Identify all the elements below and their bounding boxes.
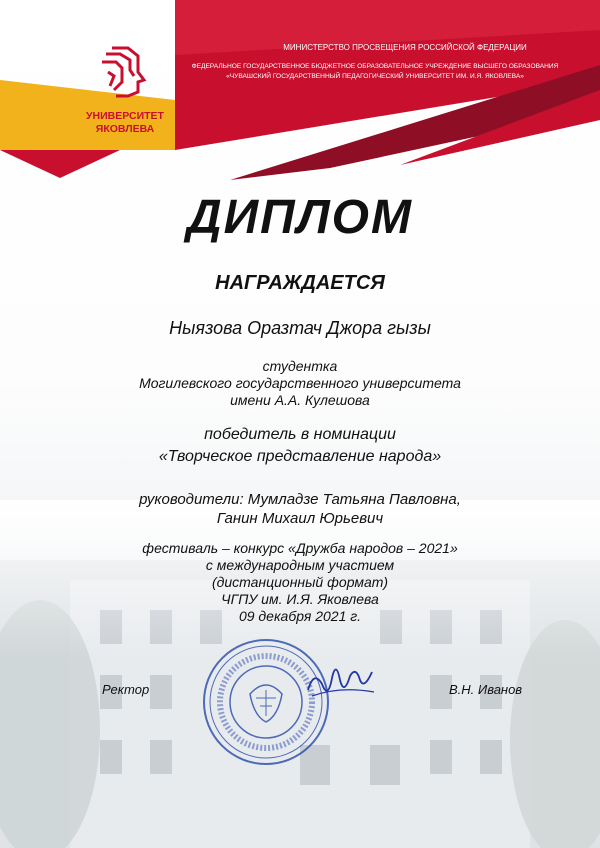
- header-band: [0, 0, 600, 180]
- institution-name: [170, 62, 580, 82]
- event-line: 09 декабря 2021 г.: [238, 608, 362, 624]
- event-line: ЧГПУ им. И.Я. Яковлева: [221, 591, 379, 607]
- event-line: с международным участием: [205, 557, 395, 573]
- affiliation-line: Могилевского государственного университета: [139, 375, 461, 391]
- awarded-heading: НАГРАЖДАЕТСЯ: [215, 272, 385, 294]
- university-name-line-2: ЯКОВЛЕВА: [95, 123, 155, 135]
- event-line: фестиваль – конкурс «Дружба народов – 2021»: [142, 540, 458, 556]
- affiliation-line: имени А.А. Кулешова: [230, 392, 370, 408]
- supervisors-line: руководители: Мумладзе Татьяна Павловна,: [139, 491, 461, 508]
- rector-signature-icon: [300, 650, 380, 710]
- signatory-position: Ректор: [102, 682, 150, 697]
- affiliation-line: студентка: [262, 358, 338, 374]
- nomination-line: победитель в номинации: [204, 426, 396, 443]
- affiliation-block: [0, 358, 600, 409]
- supervisors-line: Ганин Михаил Юрьевич: [216, 510, 384, 527]
- university-name-line-1: УНИВЕРСИТЕТ: [86, 110, 164, 122]
- institution-line-2: «ЧУВАШСКИЙ ГОСУДАРСТВЕННЫЙ ПЕДАГОГИЧЕСКИЙ УНИВЕРСИТЕТ ИМ. И.Я. ЯКОВЛЕВА»: [226, 73, 524, 80]
- supervisors-block: [0, 490, 600, 528]
- nomination-line: «Творческое представление народа»: [158, 448, 442, 465]
- university-name: [80, 110, 170, 136]
- nomination-block: [0, 424, 600, 468]
- recipient-name: Ныязова Оразтач Джора гызы: [169, 318, 431, 338]
- institution-line-1: ФЕДЕРАЛЬНОЕ ГОСУДАРСТВЕННОЕ БЮДЖЕТНОЕ ОБРАЗОВАТЕЛЬНОЕ УЧРЕЖДЕНИЕ ВЫСШЕГО ОБРАЗОВАНИЯ: [191, 63, 559, 70]
- signatory-name: В.Н. Иванов: [449, 682, 523, 697]
- university-logo-icon: [98, 42, 150, 102]
- event-line: (дистанционный формат): [211, 574, 389, 590]
- event-block: [0, 540, 600, 625]
- ministry-name: МИНИСТЕРСТВО ПРОСВЕЩЕНИЯ РОССИЙСКОЙ ФЕДЕРАЦИИ: [283, 43, 527, 52]
- diploma-title: ДИПЛОМ: [186, 191, 413, 244]
